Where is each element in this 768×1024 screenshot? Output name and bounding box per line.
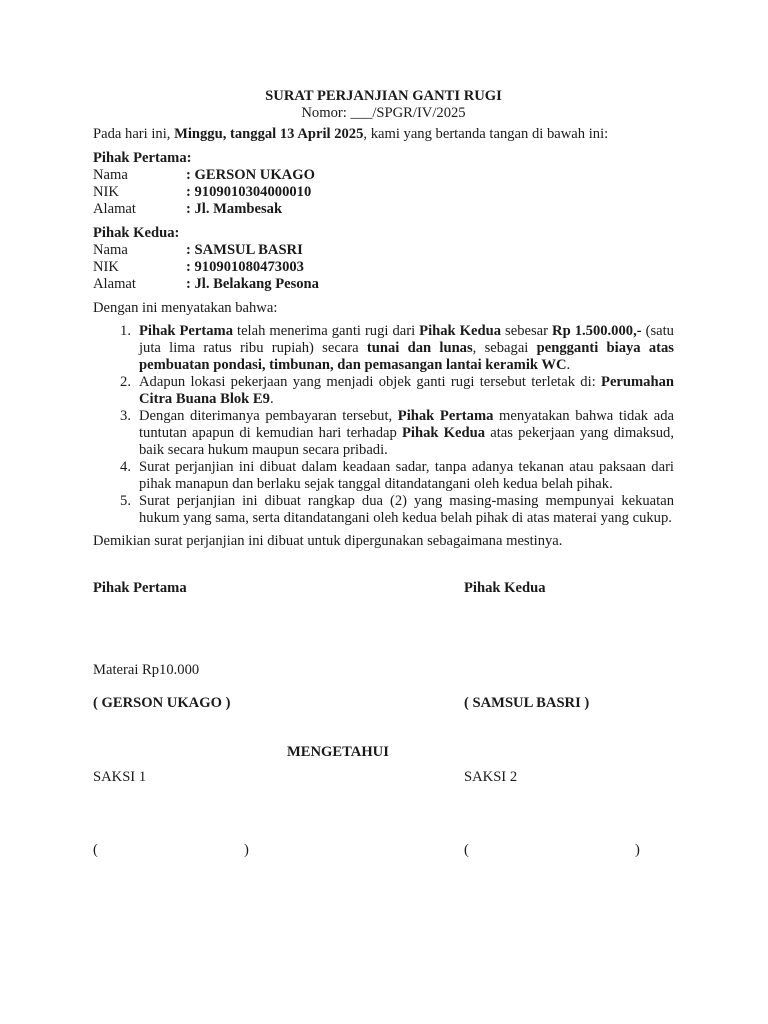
signature-names bbox=[93, 695, 674, 712]
field-label: Alamat bbox=[93, 276, 136, 292]
clause-bold-text: Pihak Kedua bbox=[419, 323, 502, 339]
witness-one-label: SAKSI 1 bbox=[93, 769, 147, 785]
field-label: Alamat bbox=[93, 201, 136, 217]
party-two-name-row bbox=[93, 242, 674, 259]
party-one-signature-name: ( GERSON UKAGO ) bbox=[93, 695, 231, 711]
field-label: Nama bbox=[93, 242, 128, 258]
opening-paragraph bbox=[93, 126, 674, 143]
clause-run-text: (satu juta lima ratus ribu rupiah) secara bbox=[139, 323, 674, 356]
clause-number: 3. bbox=[120, 408, 131, 424]
field-value: : 910901080473003 bbox=[186, 259, 304, 275]
clause-run-text: telah menerima ganti rugi dari bbox=[233, 323, 420, 339]
clause-bold-text: Pihak Kedua bbox=[401, 425, 486, 441]
opening-suffix: , kami yang bertanda tangan di bawah ini: bbox=[363, 126, 609, 142]
closing-statement: Demikian surat perjanjian ini dibuat untuk dipergunakan sebagaimana mestinya. bbox=[93, 533, 563, 549]
clause-run-text: sebesar bbox=[501, 323, 553, 339]
party-one-heading: Pihak Pertama: bbox=[93, 150, 192, 166]
clause-bold-text: pengganti biaya atas pembuatan pondasi, timbunan, dan pemasangan lantai keramik WC bbox=[139, 340, 674, 373]
field-value: : SAMSUL BASRI bbox=[186, 242, 303, 258]
party-two-address-row bbox=[93, 276, 674, 293]
clause-run-text: Surat perjanjian ini dibuat dalam keadaan sadar, tanpa adanya tekanan atau paksaan dari pihak manapun dan berlaku sejak tanggal ditandatangani oleh kedua belah pihak. bbox=[139, 459, 674, 492]
clause-run-text: Surat perjanjian ini dibuat rangkap dua (2) yang masing-masing mempunyai kekuatan hukum yang sama, serta ditandatangani oleh kedua belah pihak di atas materai yang cukup. bbox=[139, 493, 674, 526]
clause-bold-text: Pihak Pertama bbox=[139, 323, 233, 339]
close-paren: ) bbox=[244, 842, 249, 858]
party-two-signature-name: ( SAMSUL BASRI ) bbox=[464, 695, 590, 711]
document-header bbox=[93, 88, 674, 122]
clause-item bbox=[93, 323, 674, 374]
party-one-nik-row bbox=[93, 184, 674, 201]
clause-number: 5. bbox=[120, 493, 131, 509]
clause-text bbox=[139, 374, 674, 408]
clause-run-text: menyatakan bahwa tidak ada tuntutan apapun di kemudian hari terhadap bbox=[139, 408, 674, 441]
document-number: Nomor: ___/SPGR/IV/2025 bbox=[301, 105, 466, 121]
clause-run-text: . bbox=[269, 391, 274, 407]
witness-two-label: SAKSI 2 bbox=[464, 769, 518, 785]
party-two-section bbox=[93, 225, 674, 293]
clause-item bbox=[93, 459, 674, 493]
clause-text bbox=[139, 408, 674, 459]
stamp-note: Materai Rp10.000 bbox=[93, 662, 200, 678]
clause-text bbox=[139, 493, 674, 527]
field-label: NIK bbox=[93, 259, 119, 275]
party-one-name-row bbox=[93, 167, 674, 184]
clause-number: 4. bbox=[120, 459, 131, 475]
clause-bold-text: tunai dan lunas bbox=[366, 340, 473, 356]
party-one-signature-label: Pihak Pertama bbox=[93, 580, 187, 596]
clause-bold-text: Rp 1.500.000,- bbox=[552, 323, 642, 339]
clause-list bbox=[93, 323, 674, 527]
field-value: : Jl. Mambesak bbox=[186, 201, 283, 217]
clause-run-text: Dengan diterimanya pembayaran tersebut, bbox=[139, 408, 398, 424]
party-one-section bbox=[93, 150, 674, 218]
clause-number: 2. bbox=[120, 374, 131, 390]
field-label: NIK bbox=[93, 184, 119, 200]
field-value: : 9109010304000010 bbox=[186, 184, 312, 200]
opening-date: Minggu, tanggal 13 April 2025 bbox=[174, 126, 364, 142]
clause-item bbox=[93, 408, 674, 459]
open-paren: ( bbox=[464, 842, 469, 858]
witness-two-signature-line bbox=[464, 842, 674, 859]
clause-text bbox=[139, 459, 674, 493]
clause-number: 1. bbox=[120, 323, 131, 339]
witness-heading: MENGETAHUI bbox=[287, 744, 389, 760]
signature-labels bbox=[93, 580, 674, 597]
party-two-heading: Pihak Kedua: bbox=[93, 225, 180, 241]
open-paren: ( bbox=[93, 842, 98, 858]
clause-run-text: Adapun lokasi pekerjaan yang menjadi objek ganti rugi tersebut terletak di: bbox=[139, 374, 602, 390]
close-paren: ) bbox=[635, 842, 640, 858]
clause-run-text: atas pekerjaan yang dimaksud, baik secara hukum maupun secara pribadi. bbox=[139, 425, 674, 458]
witness-labels bbox=[93, 769, 674, 786]
party-two-signature-label: Pihak Kedua bbox=[464, 580, 546, 596]
field-value: : Jl. Belakang Pesona bbox=[186, 276, 319, 292]
clause-bold-text: Perumahan Citra Buana Blok E9 bbox=[139, 374, 674, 407]
document-title: SURAT PERJANJIAN GANTI RUGI bbox=[265, 88, 502, 104]
field-value: : GERSON UKAGO bbox=[186, 167, 315, 183]
clause-run-text: . bbox=[566, 357, 571, 373]
witness-one-signature-line bbox=[93, 842, 464, 859]
opening-prefix: Pada hari ini, bbox=[93, 126, 175, 142]
clause-item bbox=[93, 374, 674, 408]
clause-item bbox=[93, 493, 674, 527]
clause-bold-text: Pihak Pertama bbox=[397, 408, 494, 424]
field-label: Nama bbox=[93, 167, 128, 183]
party-one-address-row bbox=[93, 201, 674, 218]
party-two-nik-row bbox=[93, 259, 674, 276]
statement-intro: Dengan ini menyatakan bahwa: bbox=[93, 300, 278, 316]
clause-run-text: , sebagai bbox=[472, 340, 537, 356]
witness-signature-lines bbox=[93, 842, 674, 859]
clause-text bbox=[139, 323, 674, 374]
